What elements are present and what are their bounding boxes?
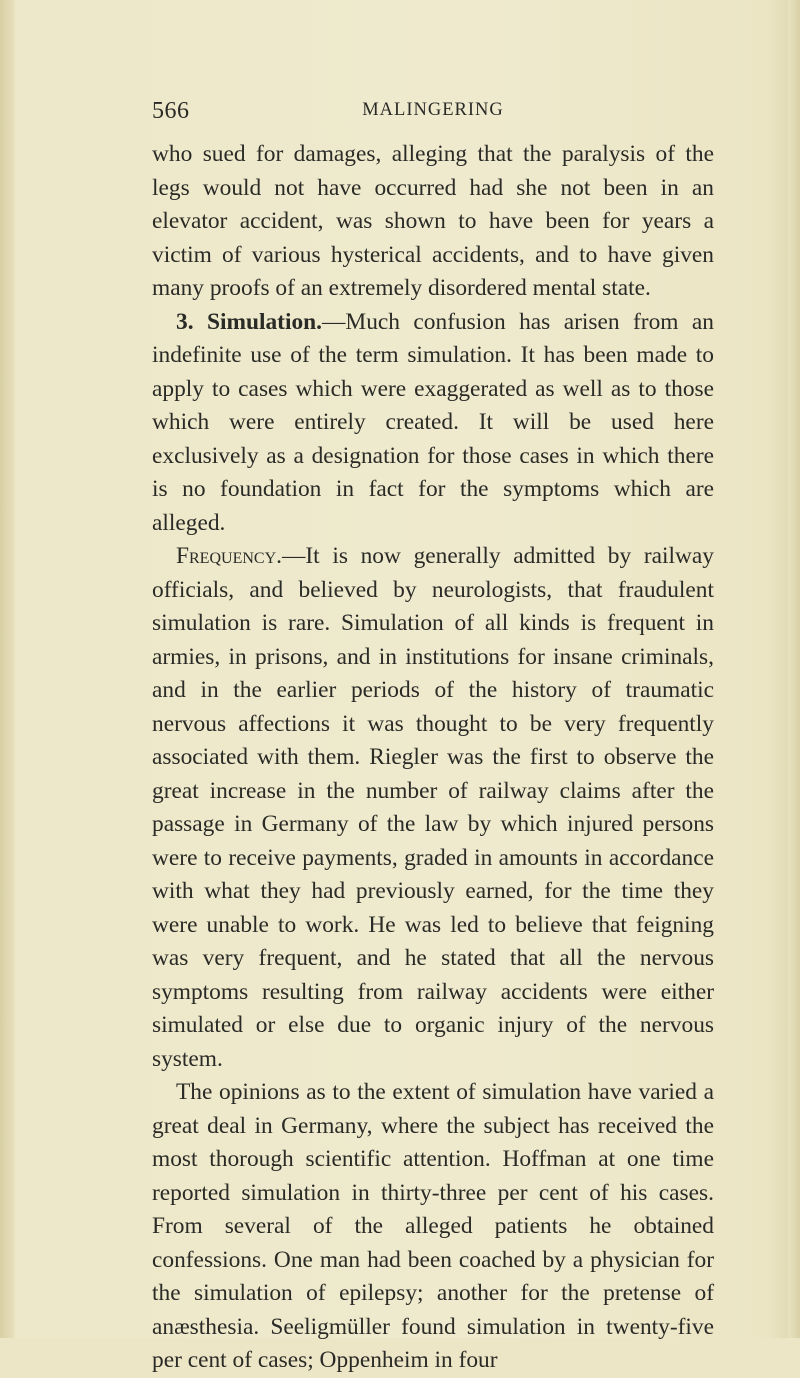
page-edge-left [0, 0, 14, 1338]
subsection-text: —It is now generally admitted by railway officials, and believed by neurologists, that fraudulent simulation is rare. Simulation of all kinds is frequent in armies, in prisons, and in institutions for insane criminals, and in the earlier periods of the history of traumatic nervous affections it was thought to be very frequently associated with them. Riegler was the first to observe the great increase in the number of railway claims after the passage in Germany of the law by which injured persons were to receive payments, graded in amounts in accordance with what they had previously earned, for the time they were unable to work. He was led to believe that feigning was very frequent, and he stated that all the nervous symptoms resulting from railway accidents were either simulated or else due to organic injury of the nervous system. [152, 543, 714, 1072]
section-heading: Simulation. [206, 308, 323, 335]
running-head [152, 98, 714, 130]
section-number: 3. [176, 308, 194, 335]
running-title: MALINGERING [362, 100, 504, 120]
subsection-heading: Frequency. [176, 543, 282, 569]
paragraph-continuation: who sued for damages, alleging that the paralysis of the legs would not have occurred had she not been in an elevator accident, was shown to have been for years a victim of various hysterical accidents, and to have given many proofs of an extremely disordered mental state. [152, 141, 714, 301]
page-edge-right [788, 0, 800, 1338]
paragraph-simulation [152, 306, 714, 541]
section-text: —Much confusion has arisen from an indefinite use of the term simulation. It has been made to apply to cases which were exaggerated as well as to those which were entirely created. It will be used here exclusively as a designation for those cases in which there is no foundation in fact for the symptoms which are alleged. [152, 308, 714, 536]
page-number: 566 [152, 98, 190, 124]
paragraph-opinions: The opinions as to the extent of simulation have varied a great deal in Germany, where the subject has received the most thorough scientific attention. Hoffman at one time reported simulation in thirty-three per cent of his cases. From several of the alleged patients he obtained confessions. One man had been coached by a physician for the simulation of epilepsy; another for the pretense of anæsthesia. Seeligmüller found simulation in twenty-five per cent of cases; Oppenheim in four [152, 1079, 714, 1373]
paragraph-frequency [152, 540, 714, 1076]
body-text [152, 138, 714, 1378]
